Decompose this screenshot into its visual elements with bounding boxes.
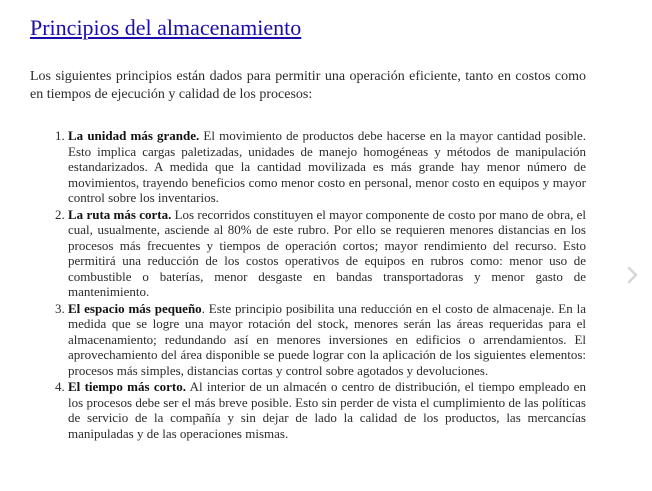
principle-heading: El tiempo más corto. [68, 379, 186, 394]
principles-list [30, 128, 586, 441]
principle-text: El movimiento de productos debe hacerse en la mayor cantidad posible. Esto implica cargas paletizadas, unidades de manejo homogéneas y métodos de manipulación estandarizados. A medida que la cantidad movilizada es más grande hay menor número de movimientos, trayendo beneficios como menor costo en personal, menor costo en equipos y mayor control sobre los inventarios. [68, 128, 586, 205]
next-page-button[interactable] [626, 263, 640, 287]
list-item-unidad [68, 128, 586, 206]
document-page [30, 14, 586, 442]
list-item-espacio [68, 301, 586, 379]
chevron-right-icon [626, 263, 640, 287]
page-title[interactable]: Principios del almacenamiento [30, 15, 302, 40]
list-item-ruta [68, 207, 586, 300]
principle-heading: La unidad más grande. [68, 128, 200, 143]
principle-heading: El espacio más pequeño [68, 300, 202, 316]
principle-text: Los recorridos constituyen el mayor componente de costo por mano de obra, el cual, usualmente, asciende al 80% de este rubro. Por ello se requieren menores distancias en los procesos más frecuentes y tiempos de operación cortos; mayor rendimiento del recurso. Esto permitirá una reducción de los costos operativos de equipos en rubros como: menor uso de combustible o baterías, menor desgaste en bandas transportadoras y menor gasto de mantenimiento. [68, 206, 587, 299]
list-item-tiempo [68, 379, 586, 441]
principle-text: Al interior de un almacén o centro de distribución, el tiempo empleado en los procesos debe ser el más breve posible. Esto sin perder de vista el cumplimiento de las políticas de servicio de la compañía y sin dejar de lado la calidad de los productos, las mercancías manipuladas y de las operaciones mismas. [68, 379, 586, 441]
intro-paragraph: Los siguientes principios están dados para permitir una operación eficiente, tanto en costos como en tiempos de ejecución y calidad de los procesos: [30, 69, 586, 102]
principle-heading: La ruta más corta. [68, 206, 172, 222]
principle-text: . Este principio posibilita una reducción en el costo de almacenaje. En la medida que se logre una mayor rotación del stock, menores serán las áreas requeridas para el almacenamiento; redundando así en menores inversiones en edificios o arrendamientos. El aprovechamiento del área disponible se puede lograr con la aplicación de los siguientes elementos: procesos más simples, distancias cortas y control sobre agotados y devoluciones. [68, 300, 586, 378]
